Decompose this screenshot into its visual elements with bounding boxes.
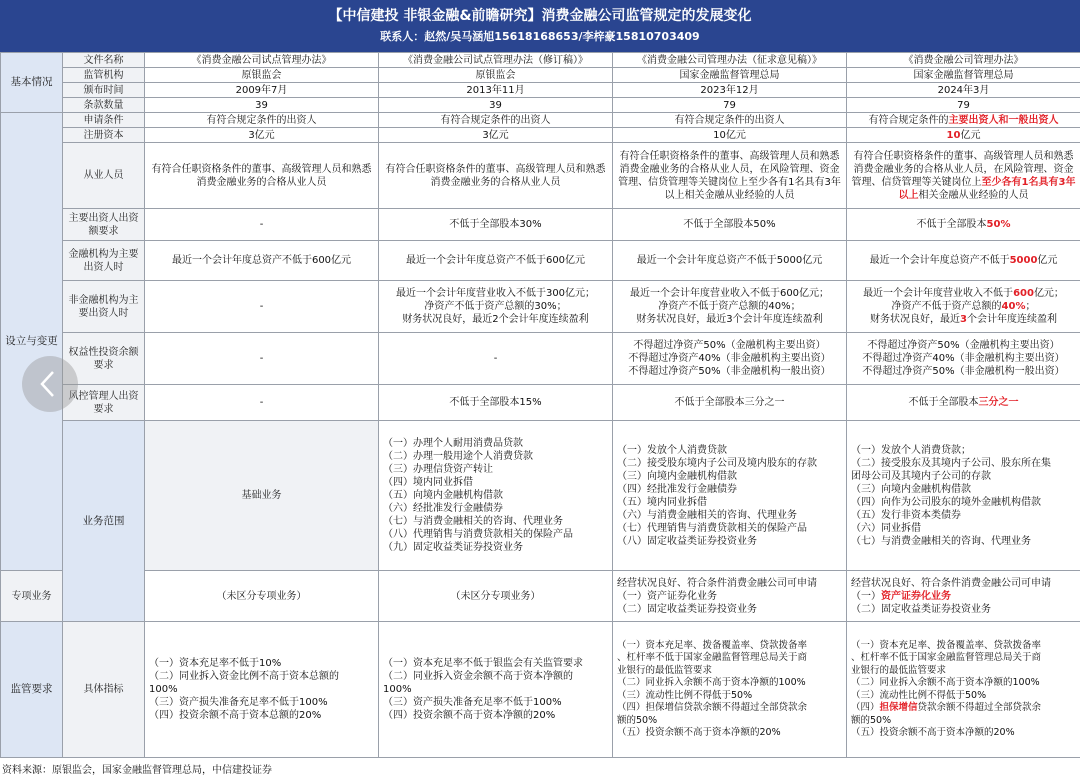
list-item: 额的50% — [617, 714, 658, 726]
list-item: （三）办理信贷资产转让 — [383, 464, 493, 475]
cell-text: 相关金融从业经验的人员 — [918, 189, 1029, 201]
row-label: 从业人员 — [63, 143, 145, 209]
category-regulation: 监管要求 — [1, 622, 63, 758]
list-item: （四）担保增信贷款余额不得超过全部贷款余 — [617, 702, 808, 713]
list-item: （七）与消费金融相关的咨询、代理业务 — [383, 516, 563, 527]
cell-line: 不得超过净资产50%（金融机构主要出资） — [867, 340, 1060, 351]
list-item: （三）向境内金融机构借款 — [851, 483, 971, 495]
cell-line: 财务状况良好，最近2个会计年度连续盈利 — [402, 314, 589, 325]
table-cell: 有符合规定条件的出资人 — [613, 113, 847, 128]
list-item: （一）资本充足率不低于银监会有关监管要求 — [383, 658, 583, 669]
report-contact: 联系人：赵然/吴马涵旭15618168653/李梓豪15810703409 — [380, 30, 700, 43]
table-cell: 79 — [613, 98, 847, 113]
list-item: （二）办理一般用途个人消费贷款 — [383, 451, 533, 462]
table-cell: 39 — [379, 98, 613, 113]
table-cell: 有符合任职资格条件的董事、高级管理人员和熟悉消费金融业务的合格从业人员，在风险管理、资金管理、信贷管理等关键岗位上至少各有1名具有3年以上相关金融从业经验的人员 — [613, 143, 847, 209]
table-cell: 不低于全部股本15% — [379, 385, 613, 421]
row-staff — [1, 143, 1080, 209]
table-cell: - — [145, 385, 379, 421]
cell-line: 净资产不低于资产总额的40%； — [658, 301, 801, 312]
table-cell — [847, 281, 1080, 333]
cell-line: 不得超过净资产50%（非金融机构一般出资） — [628, 366, 831, 377]
list-item: （一）资本充足率、拨备覆盖率、贷款拨备率 — [851, 639, 1042, 651]
row-regulator — [1, 68, 1080, 83]
table-cell: 3亿元 — [145, 128, 379, 143]
table-cell — [847, 143, 1080, 209]
table-cell: - — [145, 333, 379, 385]
list-item: （二）同业拆入余额不高于资本净额的100% — [617, 677, 806, 688]
list-item: （二）同业拆入余额不高于资本净额的100% — [851, 677, 1040, 688]
report-header — [0, 0, 1080, 52]
table-cell: 《消费金融公司试点管理办法（修订稿）》 — [379, 53, 613, 68]
table-cell — [847, 622, 1080, 758]
list-item: （三）向境内金融机构借款 — [617, 470, 737, 482]
table-cell: 有符合规定条件的出资人 — [145, 113, 379, 128]
list-item: （一）资本充足率不低于10% — [149, 658, 282, 669]
list-item: （一）发放个人消费贷款； — [851, 444, 971, 456]
table-cell — [847, 241, 1080, 281]
highlight-text: 至少各有1名具有3年以上 — [898, 176, 1076, 201]
row-apply-cond — [1, 113, 1080, 128]
list-item: （五）境内同业拆借 — [617, 496, 707, 508]
list-item: 经营状况良好、符合条件消费金融公司可申请 — [851, 577, 1051, 589]
list-item: （一）办理个人耐用消费品贷款 — [383, 438, 523, 449]
list-item: （四）投资余额不高于资本总额的20% — [149, 710, 322, 721]
list-item: （五）投资余额不高于资本净额的20% — [617, 727, 781, 738]
table-cell: 国家金融监督管理总局 — [847, 68, 1080, 83]
list-item: （七）与消费金融相关的咨询、代理业务 — [851, 535, 1031, 547]
row-label: 文件名称 — [63, 53, 145, 68]
list-item: （一）资产证券化业务 — [617, 590, 717, 602]
list-item: （五）向境内金融机构借款 — [383, 490, 503, 501]
highlight-text: 三分之一 — [978, 397, 1019, 408]
row-label: 非金融机构为主要出资人时 — [63, 281, 145, 333]
highlight-text: 5000 — [1009, 255, 1038, 266]
cell-line: 不得超过净资产40%（非金融机构主要出资） — [628, 353, 831, 364]
cell-line: 净资产不低于资产总额的30%； — [424, 301, 567, 312]
cell-text: 亿元 — [1037, 255, 1058, 266]
list-item: 经营状况良好、符合条件消费金融公司可申请 — [617, 577, 817, 589]
table-cell — [847, 209, 1080, 241]
row-article-count — [1, 98, 1080, 113]
table-cell — [613, 333, 847, 385]
table-cell: （未区分专项业务） — [145, 571, 379, 622]
cell-text: ； — [1025, 301, 1036, 312]
cell-text: 最近一个会计年度营业收入不低于 — [863, 288, 1014, 299]
table-cell: 国家金融监督管理总局 — [613, 68, 847, 83]
list-item: 业银行的最低监管要求 — [617, 664, 713, 676]
highlight-text: 10 — [946, 129, 961, 141]
table-cell: 《消费金融公司管理办法》 — [847, 53, 1080, 68]
row-label: 专项业务 — [1, 571, 63, 622]
table-cell — [847, 113, 1080, 128]
cell-text: 亿元 — [960, 129, 981, 141]
table-cell — [847, 571, 1080, 622]
table-cell: 2024年3月 — [847, 83, 1080, 98]
table-cell — [847, 128, 1080, 143]
table-cell: 2013年11月 — [379, 83, 613, 98]
list-item: （一）资本充足率、拨备覆盖率、贷款拨备率 — [617, 639, 808, 651]
table-cell: 不低于全部股本50% — [613, 209, 847, 241]
highlight-text: 资产证券化业务 — [881, 590, 951, 602]
highlight-text: 40% — [1001, 301, 1026, 312]
list-item: （八）代理销售与消费贷款相关的保险产品 — [383, 529, 573, 540]
list-item: （七）代理销售与消费贷款相关的保险产品 — [617, 522, 807, 534]
list-item: （二）同业拆入资金余额不高于资本净额的 — [383, 671, 573, 682]
list-item: 、杠杆率不低于国家金融监督管理总局关于商 — [617, 652, 808, 663]
list-item: （四）向作为公司股东的境外金融机构借款 — [851, 496, 1041, 508]
table-cell: 39 — [145, 98, 379, 113]
prev-page-button[interactable] — [22, 356, 78, 412]
cell-line: 不得超过净资产50%（金融机构主要出资） — [633, 340, 826, 351]
list-item: （九）固定收益类证券投资业务 — [383, 542, 523, 553]
table-cell — [847, 385, 1080, 421]
list-item: （三）流动性比例不得低于50% — [617, 689, 753, 701]
cell-text: 财务状况良好，最近 — [870, 314, 961, 325]
table-cell: 最近一个会计年度总资产不低于600亿元 — [379, 241, 613, 281]
list-item: 100% — [149, 684, 178, 695]
list-item: （四）经批准发行金融债券 — [617, 483, 737, 495]
cell-line: 不得超过净资产40%（非金融机构主要出资） — [862, 353, 1065, 364]
category-setup: 设立与变更 — [1, 113, 63, 571]
chevron-left-icon — [38, 370, 58, 398]
list-item: （一）发放个人消费贷款 — [617, 444, 727, 456]
row-nonfin-investor — [1, 281, 1080, 333]
list-item: 业银行的最低监管要求 — [851, 664, 947, 676]
category-scope: 业务范围 — [63, 421, 145, 622]
list-item: （二）固定收益类证券投资业务 — [617, 603, 757, 615]
row-label: 具体指标 — [63, 622, 145, 758]
row-label: 风控管理人出资要求 — [63, 385, 145, 421]
table-cell: （未区分专项业务） — [379, 571, 613, 622]
table-cell — [379, 622, 613, 758]
table-cell: 有符合规定条件的出资人 — [379, 113, 613, 128]
table-cell — [613, 571, 847, 622]
cell-line: 不得超过净资产50%（非金融机构一般出资） — [862, 366, 1065, 377]
row-label: 申请条件 — [63, 113, 145, 128]
cell-text: 贷款余额不得超过全部贷款余 — [917, 702, 1042, 713]
cell-line: 最近一个会计年度营业收入不低于300亿元； — [395, 288, 596, 299]
row-main-investor — [1, 209, 1080, 241]
table-cell: 有符合任职资格条件的董事、高级管理人员和熟悉消费金融业务的合格从业人员 — [145, 143, 379, 209]
cell-text: （一） — [851, 590, 881, 602]
list-item: （五）发行非资本类债券 — [851, 509, 961, 521]
cell-text: 有符合任职资格条件的董事、高级管理人员和熟悉消费金融业务的合格从业人员，在风险管理、资金管理、信贷管理等关键岗位上 — [851, 150, 1074, 188]
table-cell: 不低于全部股本三分之一 — [613, 385, 847, 421]
table-cell — [847, 333, 1080, 385]
list-item — [851, 702, 1076, 715]
cell-line: 财务状况良好，最近3个会计年度连续盈利 — [636, 314, 823, 325]
cell-line: 最近一个会计年度营业收入不低于600亿元； — [629, 288, 830, 299]
list-item: （四）投资余额不高于资本净额的20% — [383, 710, 556, 721]
table-cell: - — [145, 209, 379, 241]
cell-text: 有符合规定条件的 — [868, 114, 949, 126]
list-item: （五）投资余额不高于资本净额的20% — [851, 727, 1015, 738]
cell-text: 最近一个会计年度总资产不低于 — [869, 255, 1010, 266]
table-cell: 2009年7月 — [145, 83, 379, 98]
list-item: （三）资产损失准备充足率不低于100% — [149, 697, 328, 708]
list-item: （六）经批准发行金融债券 — [383, 503, 503, 514]
list-item — [851, 590, 1076, 603]
cell-text: （四） — [851, 702, 880, 713]
table-cell: 最近一个会计年度总资产不低于600亿元 — [145, 241, 379, 281]
table-cell: 《消费金融公司管理办法（征求意见稿）》 — [613, 53, 847, 68]
cell-text: 净资产不低于资产总额的 — [891, 301, 1002, 312]
row-label: 主要出资人出资额要求 — [63, 209, 145, 241]
list-item: （二）固定收益类证券投资业务 — [851, 603, 991, 615]
cell-text: 不低于全部股本 — [908, 397, 979, 408]
table-cell — [145, 622, 379, 758]
list-item: 团母公司及其境内子公司的存款 — [851, 470, 991, 482]
row-special-biz — [1, 571, 1080, 622]
table-cell — [847, 421, 1080, 571]
row-reg-capital — [1, 128, 1080, 143]
highlight-text: 600 — [1013, 288, 1034, 299]
report-title: 【中信建投 非银金融&前瞻研究】消费金融公司监管规定的发展变化 — [328, 8, 752, 24]
table-cell — [379, 421, 613, 571]
table-cell: 《消费金融公司试点管理办法》 — [145, 53, 379, 68]
row-label: 注册资本 — [63, 128, 145, 143]
row-issue-date — [1, 83, 1080, 98]
table-cell: 79 — [847, 98, 1080, 113]
cell-text: 不低于全部股本 — [916, 219, 987, 230]
row-label: 基础业务 — [145, 421, 379, 571]
table-cell: 有符合任职资格条件的董事、高级管理人员和熟悉消费金融业务的合格从业人员 — [379, 143, 613, 209]
table-cell: 2023年12月 — [613, 83, 847, 98]
table-cell: 10亿元 — [613, 128, 847, 143]
table-cell — [613, 421, 847, 571]
list-item: （六）与消费金融相关的咨询、代理业务 — [617, 509, 797, 521]
row-label: 权益性投资余额要求 — [63, 333, 145, 385]
table-cell: 3亿元 — [379, 128, 613, 143]
list-item: （二）同业拆入资金比例不高于资本总额的 — [149, 671, 339, 682]
highlight-text: 50% — [986, 219, 1011, 230]
row-equity-invest — [1, 333, 1080, 385]
table-cell — [613, 622, 847, 758]
table-cell — [613, 281, 847, 333]
row-label: 监管机构 — [63, 68, 145, 83]
list-item: 额的50% — [851, 714, 892, 726]
row-label: 金融机构为主要出资人时 — [63, 241, 145, 281]
list-item: （二）接受股东境内子公司及境内股东的存款 — [617, 457, 817, 469]
row-basic-biz — [1, 421, 1080, 571]
category-basic: 基本情况 — [1, 53, 63, 113]
cell-line — [849, 313, 1078, 326]
table-cell: - — [145, 281, 379, 333]
table-cell: 原银监会 — [379, 68, 613, 83]
highlight-text: 担保增信 — [879, 702, 918, 713]
highlight-text: 3 — [960, 314, 967, 325]
cell-line — [849, 300, 1078, 313]
row-fin-investor — [1, 241, 1080, 281]
table-cell — [379, 281, 613, 333]
highlight-text: 主要出资人和一般出资人 — [948, 114, 1059, 126]
list-item: 、杠杆率不低于国家金融监督管理总局关于商 — [851, 652, 1042, 663]
table-cell: 最近一个会计年度总资产不低于5000亿元 — [613, 241, 847, 281]
list-item: 100% — [383, 684, 412, 695]
table-cell: 不低于全部股本30% — [379, 209, 613, 241]
cell-text: 亿元； — [1033, 288, 1064, 299]
row-risk-investor — [1, 385, 1080, 421]
table-cell: 原银监会 — [145, 68, 379, 83]
cell-text: 个会计年度连续盈利 — [966, 314, 1057, 325]
list-item: （四）境内同业拆借 — [383, 477, 473, 488]
list-item: （八）固定收益类证券投资业务 — [617, 535, 757, 547]
row-doc-name — [1, 53, 1080, 68]
source-note: 资料来源：原银监会，国家金融监督管理总局，中信建投证券 — [2, 765, 272, 776]
comparison-table — [0, 52, 1080, 758]
list-item: （三）资产损失准备充足率不低于100% — [383, 697, 562, 708]
row-indicators — [1, 622, 1080, 758]
row-label: 条款数量 — [63, 98, 145, 113]
list-item: （三）流动性比例不得低于50% — [851, 689, 987, 701]
cell-line — [849, 287, 1078, 300]
list-item: （二）接受股东及其境内子公司、股东所在集 — [851, 457, 1051, 469]
list-item: （六）同业拆借 — [851, 522, 921, 534]
row-label: 颁布时间 — [63, 83, 145, 98]
table-cell: - — [379, 333, 613, 385]
